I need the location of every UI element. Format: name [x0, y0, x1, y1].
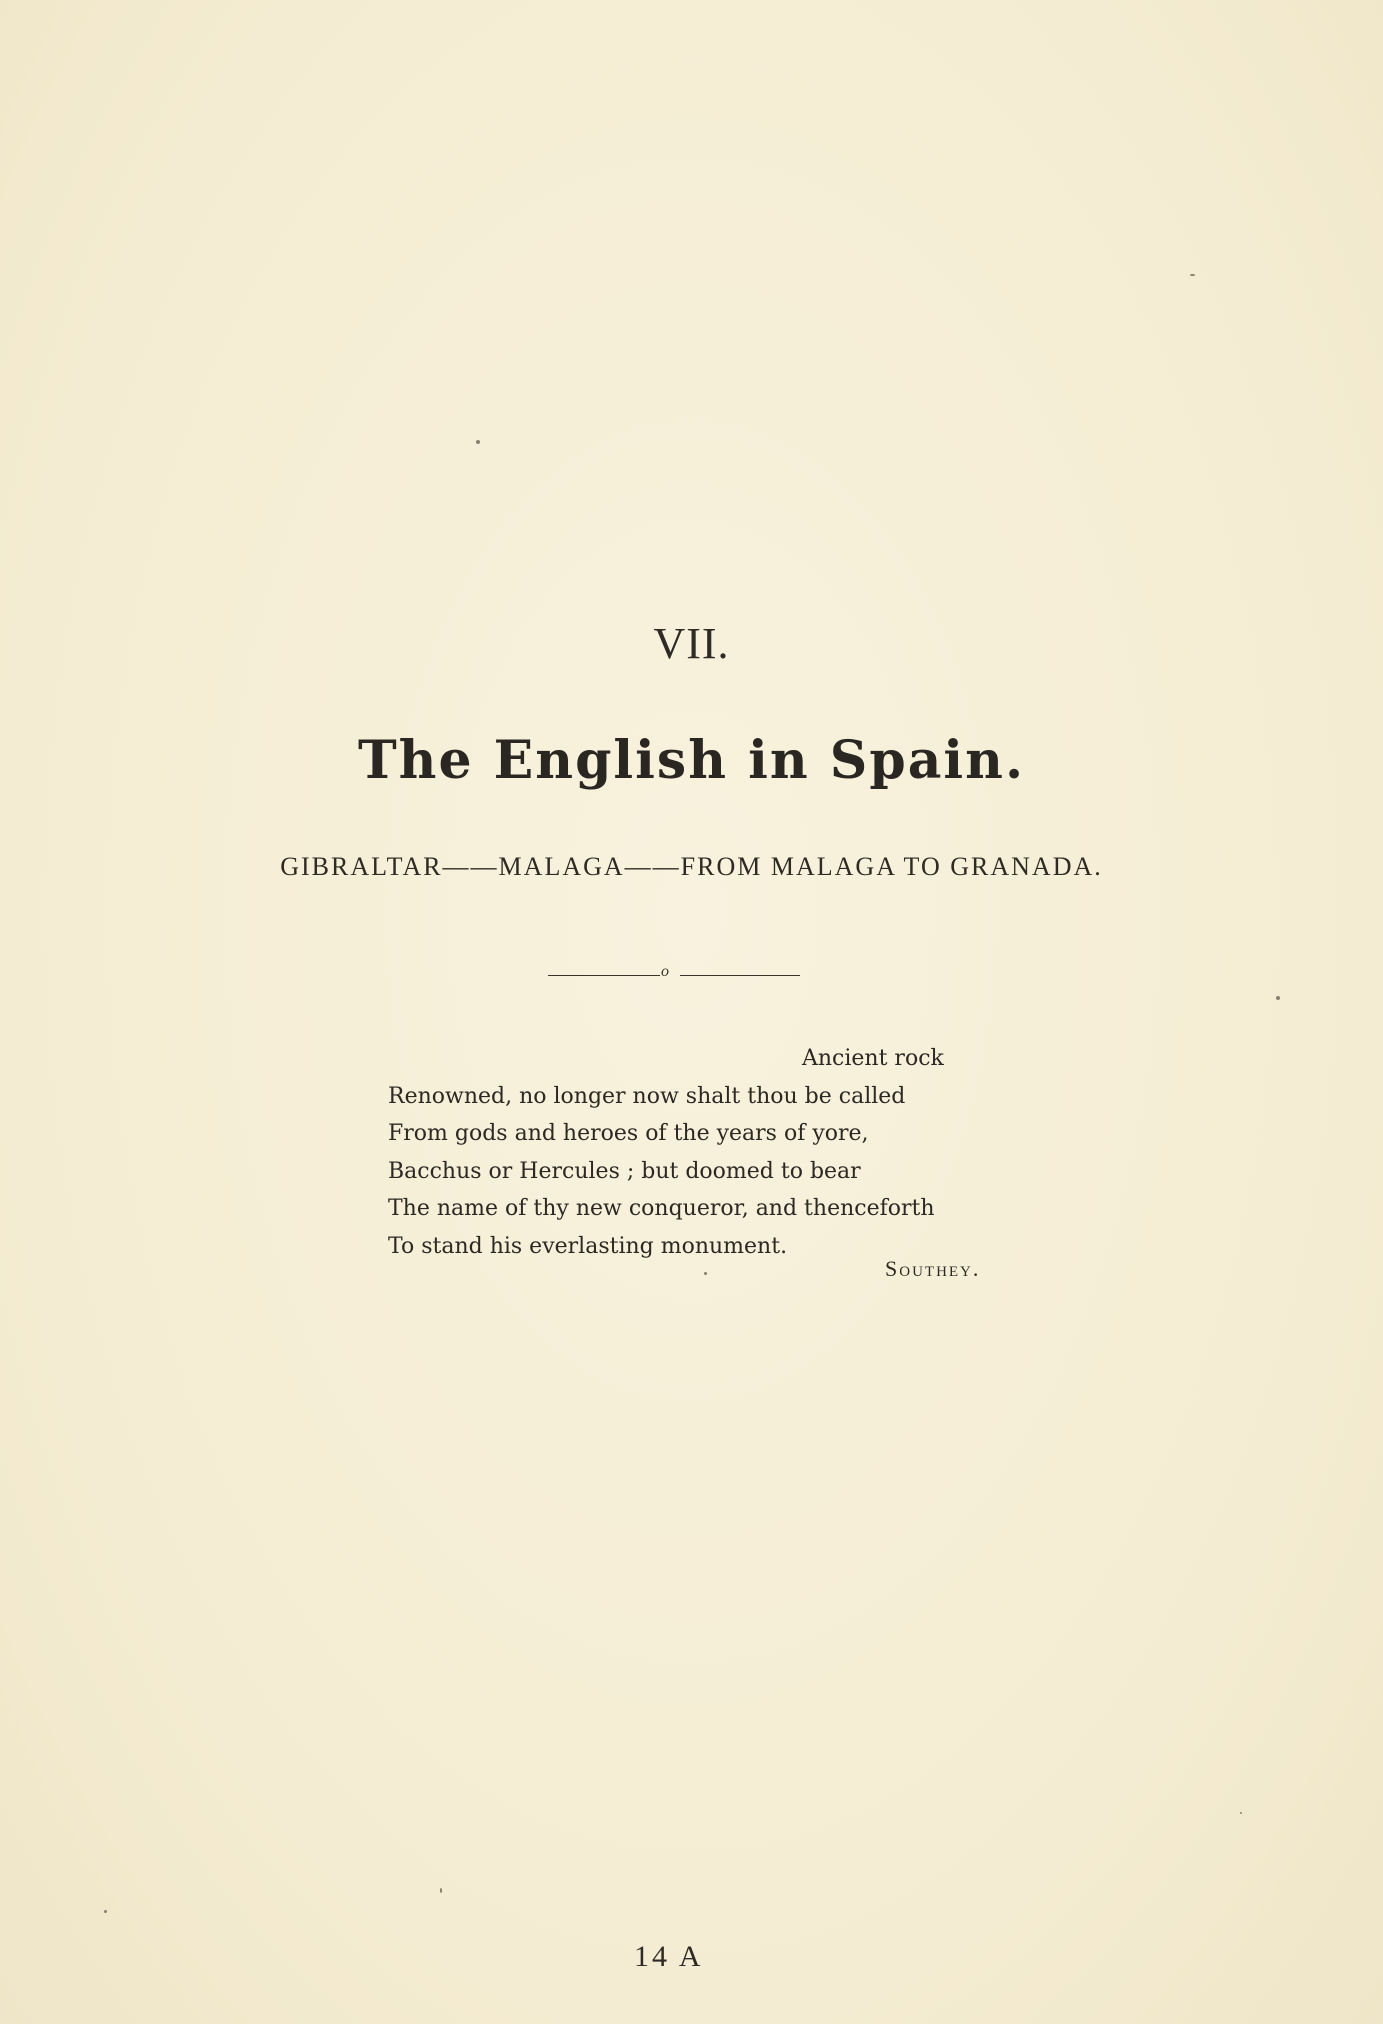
divider-mark: o — [661, 963, 669, 980]
paper-speck — [440, 1888, 442, 1893]
paper-speck — [1190, 274, 1195, 276]
paper-speck — [704, 1272, 707, 1275]
divider-line-left — [548, 975, 660, 976]
epigraph — [388, 1040, 1008, 1265]
divider-line-right — [680, 975, 800, 976]
epigraph-line: From gods and heroes of the years of yore, — [388, 1121, 869, 1146]
chapter-number: VII. — [653, 619, 730, 668]
chapter-title: The English in Spain. — [357, 730, 1026, 791]
paper-speck — [104, 1910, 107, 1913]
epigraph-line: To stand his everlasting monument. — [388, 1233, 788, 1259]
paper-speck — [476, 440, 480, 444]
epigraph-line: Ancient rock — [802, 1046, 944, 1071]
paper-speck — [1276, 996, 1280, 1000]
epigraph-line: Bacchus or Hercules ; but doomed to bear — [388, 1158, 861, 1184]
epigraph-attribution: Southey. — [885, 1256, 981, 1281]
epigraph-line: The name of thy new conqueror, and thenceforth — [388, 1196, 935, 1221]
page-number: 14 A — [634, 1940, 704, 1973]
paper-speck — [1240, 1812, 1242, 1814]
section-divider — [548, 963, 800, 984]
chapter-subtitle: GIBRALTAR——MALAGA——FROM MALAGA TO GRANADA. — [280, 852, 1103, 881]
epigraph-line: Renowned, no longer now shalt thou be called — [388, 1083, 906, 1109]
